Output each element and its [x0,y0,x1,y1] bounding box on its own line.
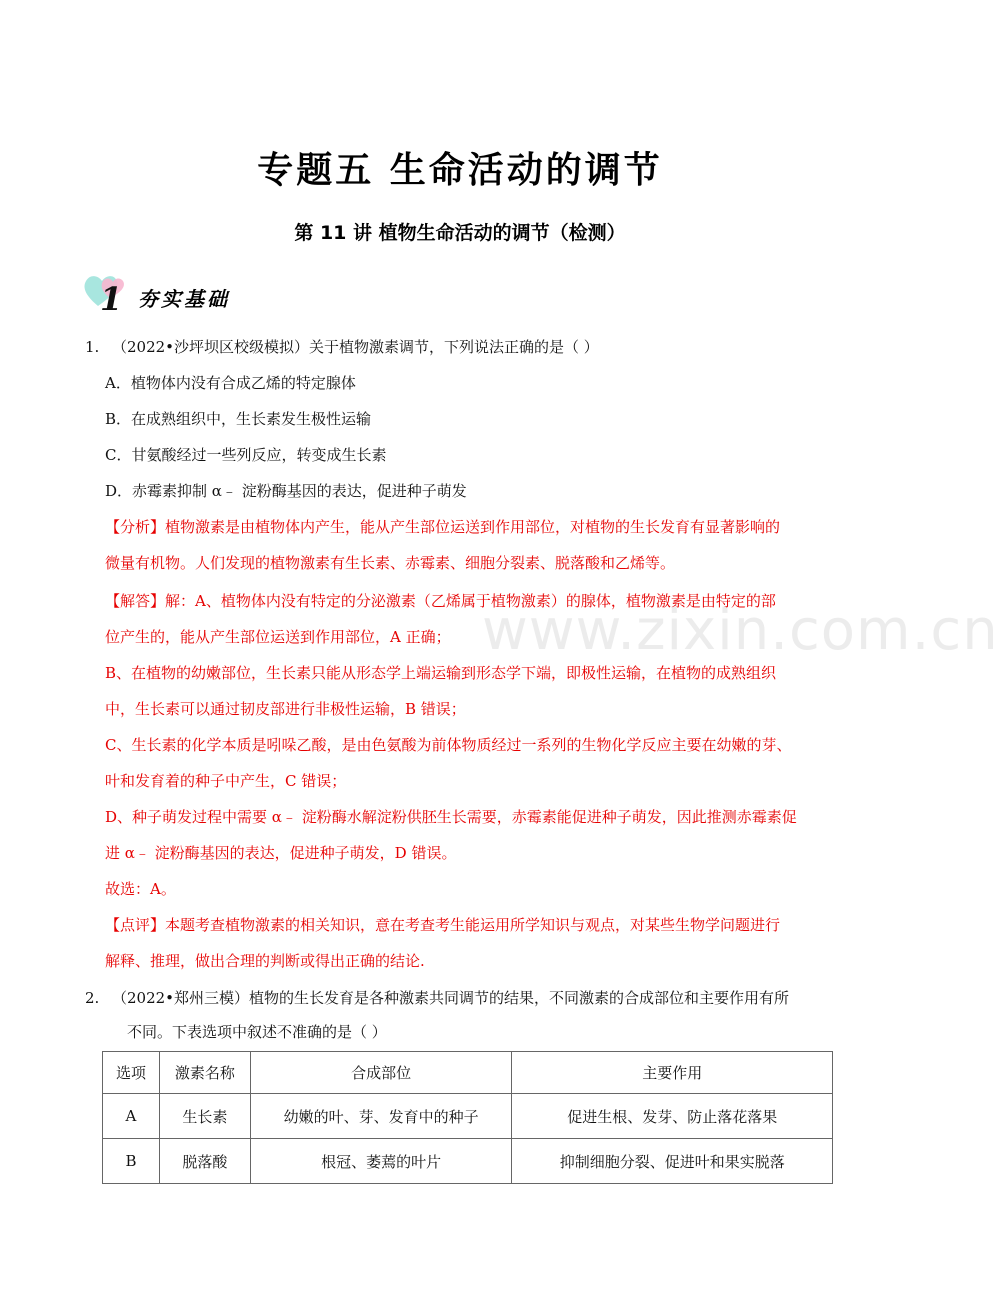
q1-analysis-line: 【分析】植物激素是由植物体内产生，能从产生部位运送到作用部位，对植物的生长发育有显著影响的 [105,518,781,536]
table-row [103,1094,833,1139]
q2-stem-line: （2022•郑州三模）植物的生长发育是各种激素共同调节的结果，不同激素的合成部位和主要作用有所 [112,989,790,1007]
section-number: 1 [100,280,123,318]
q2-options-table [102,1051,833,1184]
q1-answer-line: 进 α﹣ 淀粉酶基因的表达，促进种子萌发，D 错误。 [105,844,457,862]
q1-option-b: B．在成熟组织中，生长素发生极性运输 [105,410,372,428]
q1-number: 1. [85,338,100,356]
q1-answer-line: 位产生的，能从产生部位运送到作用部位，A 正确； [105,628,451,646]
q1-answer-line: 【解答】解：A、植物体内没有特定的分泌激素（乙烯属于植物激素）的腺体，植物激素是由特定的部 [105,592,776,610]
q1-option-c: C．甘氨酸经过一些列反应，转变成生长素 [105,446,387,464]
q2-number: 2. [85,989,100,1007]
table-cell: 脱落酸 [159,1139,250,1184]
table-header-cell: 激素名称 [159,1052,250,1094]
table-cell: 生长素 [159,1094,250,1139]
table-cell: 幼嫩的叶、芽、发育中的种子 [250,1094,512,1139]
q1-comment-line: 解释、推理，做出合理的判断或得出正确的结论. [105,952,425,970]
section-heart-logo [82,268,132,318]
q1-option-d: D．赤霉素抑制 α﹣ 淀粉酶基因的表达，促进种子萌发 [105,482,467,500]
q1-answer-line: 中，生长素可以通过韧皮部进行非极性运输，B 错误； [105,700,466,718]
q1-answer-line: B、在植物的幼嫩部位，生长素只能从形态学上端运输到形态学下端，即极性运输，在植物的成熟组织 [105,664,777,682]
table-header-cell: 主要作用 [512,1052,833,1094]
page-title: 专题五 生命活动的调节 [257,150,663,191]
q2-stem-line: 不同。下表选项中叙述不准确的是（ ） [127,1023,387,1041]
table-header-cell: 选项 [103,1052,160,1094]
q1-option-a: A．植物体内没有合成乙烯的特定腺体 [105,374,356,392]
watermark: www.zixin.com.cn [482,598,999,663]
page-subtitle: 第 11 讲 植物生命活动的调节（检测） [294,222,626,244]
q1-comment-line: 【点评】本题考查植物激素的相关知识，意在考查考生能运用所学知识与观点，对某些生物学问题进行 [105,916,781,934]
q1-answer-line: 叶和发育着的种子中产生，C 错误； [105,772,347,790]
table-cell: 抑制细胞分裂、促进叶和果实脱落 [512,1139,833,1184]
q1-answer-line: C、生长素的化学本质是吲哚乙酸，是由色氨酸为前体物质经过一系列的生物化学反应主要在幼嫩的芽、 [105,736,792,754]
table-header-row [103,1052,833,1094]
table-cell: A [103,1094,160,1139]
q1-stem: （2022•沙坪坝区校级模拟）关于植物激素调节，下列说法正确的是（ ） [112,338,599,356]
q1-final-choice: 故选：A。 [105,880,176,898]
table-row [103,1139,833,1184]
table-header-cell: 合成部位 [250,1052,512,1094]
table-cell: 促进生根、发芽、防止落花落果 [512,1094,833,1139]
table-cell: B [103,1139,160,1184]
table-cell: 根冠、萎蔫的叶片 [250,1139,512,1184]
q1-answer-line: D、种子萌发过程中需要 α﹣ 淀粉酶水解淀粉供胚生长需要，赤霉素能促进种子萌发，因此推测赤霉素促 [105,808,797,826]
section-title: 夯实基础 [138,287,230,311]
q1-analysis-line: 微量有机物。人们发现的植物激素有生长素、赤霉素、细胞分裂素、脱落酸和乙烯等。 [105,554,676,572]
